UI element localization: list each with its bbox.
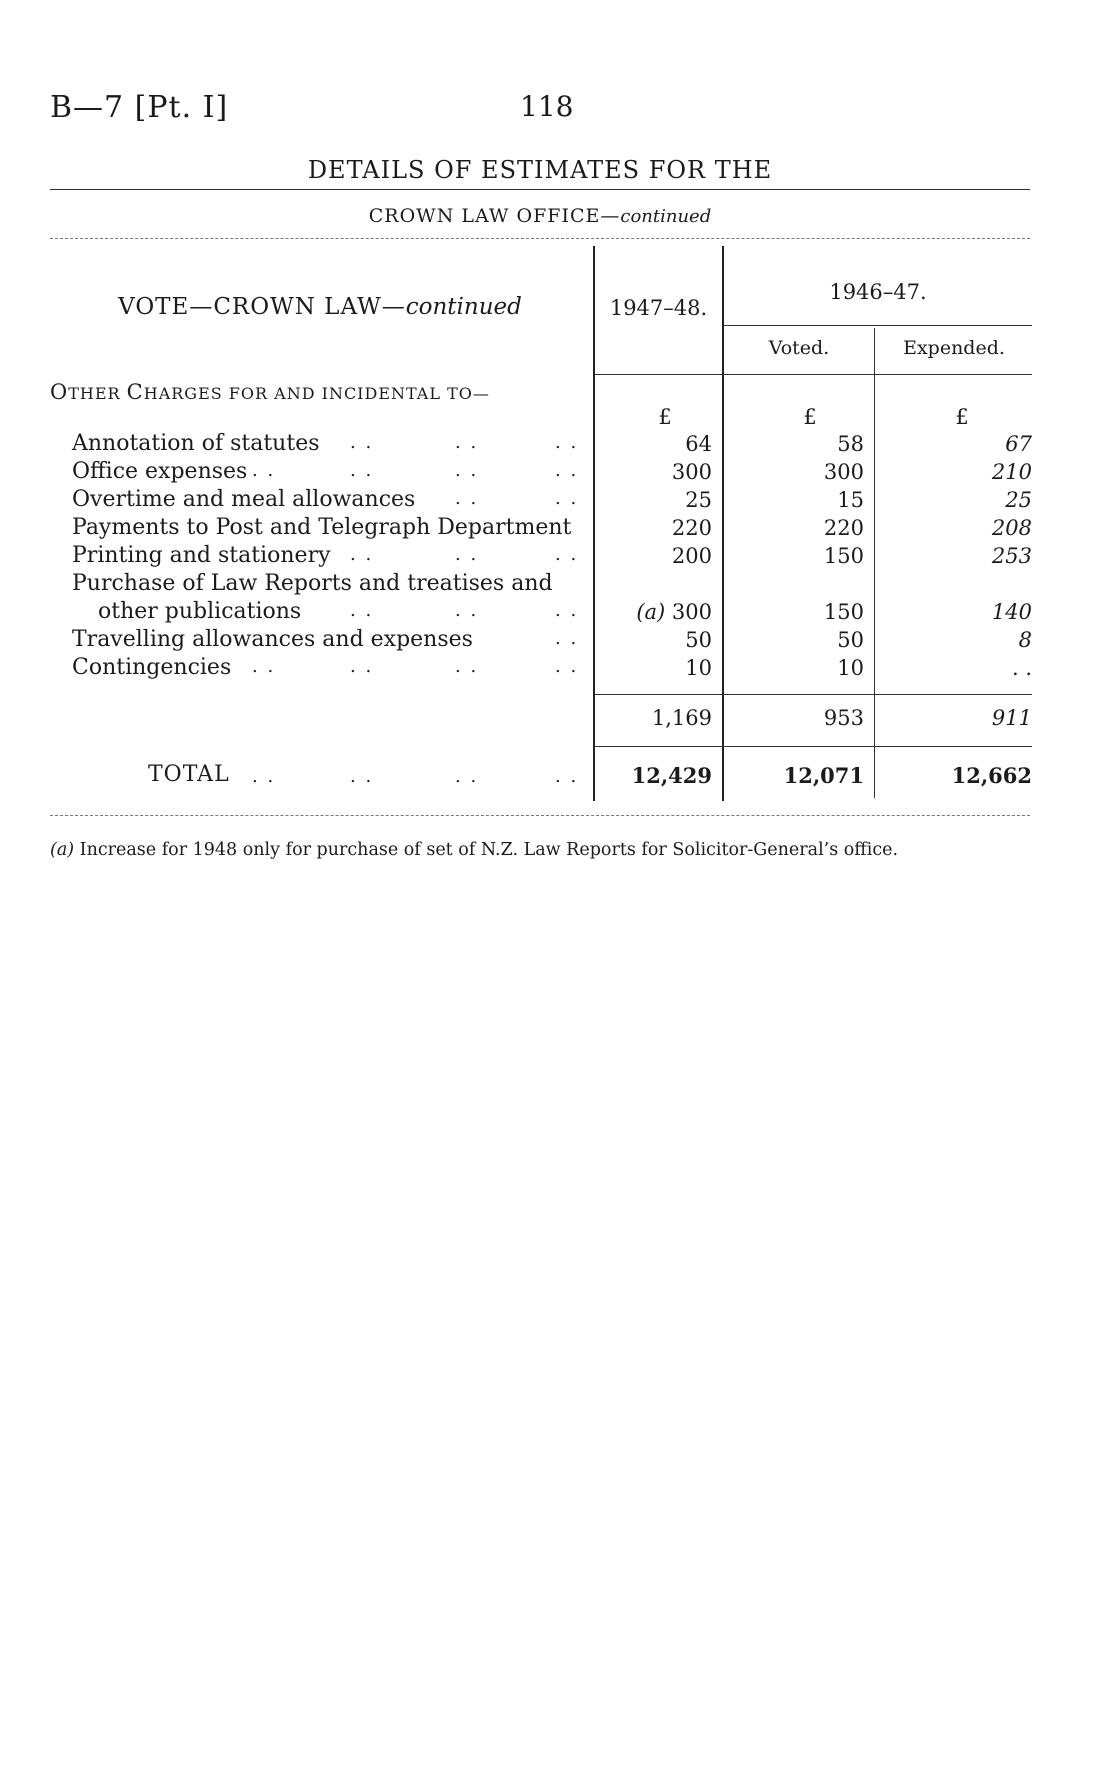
header-bottom-rule: [595, 374, 1032, 375]
dot-leader: . .: [252, 460, 276, 481]
voted-value: 50: [837, 628, 864, 652]
dot-leader: . .: [555, 544, 579, 565]
column-header-1947-48: 1947–48.: [609, 296, 708, 320]
voted-value: 15: [837, 488, 864, 512]
voted-value: 58: [837, 432, 864, 456]
estimate-value: 300: [671, 460, 712, 484]
expended-value: 208: [991, 516, 1032, 540]
total-rule: [595, 746, 1032, 747]
subtotal-estimate: 1,169: [651, 706, 712, 730]
dot-leader: . .: [350, 432, 374, 453]
total-voted: 12,071: [783, 763, 864, 788]
footnote-reference: (a): [636, 600, 666, 624]
dot-leader: . .: [350, 460, 374, 481]
column-header-voted: Voted.: [768, 337, 830, 359]
dot-leader: . .: [455, 488, 479, 509]
voted-value: 220: [823, 516, 864, 540]
expended-value: 140: [991, 600, 1032, 624]
page-number: 118: [520, 90, 574, 123]
dot-leader: . .: [350, 600, 374, 621]
dot-leader: . .: [555, 656, 579, 677]
dot-leader: . .: [252, 766, 276, 787]
currency-symbol: £: [803, 405, 817, 429]
row-label: Annotation of statutes: [72, 431, 320, 456]
expended-value: 253: [991, 544, 1032, 568]
estimate-value: 200: [671, 544, 712, 568]
table-bottom-rule: [50, 815, 1030, 816]
subtotal-voted: 953: [823, 706, 864, 730]
estimate-value: (a) 300: [636, 600, 712, 624]
subtotal-rule: [595, 694, 1032, 695]
year-header-rule: [724, 325, 1032, 326]
row-label: Purchase of Law Reports and treatises and: [72, 571, 553, 596]
dot-leader: . .: [555, 766, 579, 787]
voted-value: 10: [837, 656, 864, 680]
dot-leader: . .: [252, 656, 276, 677]
column-header-expended: Expended.: [903, 337, 1005, 359]
footnote: (a) Increase for 1948 only for purchase of set of N.Z. Law Reports for Solicitor-General’s office.: [50, 840, 899, 860]
dot-leader: . .: [350, 544, 374, 565]
row-label: Travelling allowances and expenses: [72, 627, 473, 652]
title-rule: [50, 189, 1030, 190]
dot-leader: . .: [555, 460, 579, 481]
dot-leader: . .: [455, 460, 479, 481]
voted-value: 300: [823, 460, 864, 484]
estimate-value: 220: [671, 516, 712, 540]
subtitle-rule: [50, 238, 1030, 239]
dot-leader: . .: [455, 432, 479, 453]
column-rule-2: [722, 246, 724, 801]
row-label: Office expenses: [72, 459, 248, 484]
estimate-value: 10: [685, 656, 712, 680]
estimate-value: 25: [685, 488, 712, 512]
page-header: [50, 90, 1030, 130]
page-title: DETAILS OF ESTIMATES FOR THE: [307, 156, 773, 184]
dot-leader: . .: [555, 432, 579, 453]
expended-value: 210: [991, 460, 1032, 484]
total-expended: 12,662: [951, 763, 1032, 788]
total-estimate: 12,429: [631, 763, 712, 788]
expended-value: 67: [1005, 432, 1032, 456]
voted-value: 150: [823, 544, 864, 568]
row-label: Payments to Post and Telegraph Department: [72, 515, 572, 540]
column-rule-3: [874, 328, 875, 798]
dot-leader: . .: [555, 600, 579, 621]
estimate-value: 64: [685, 432, 712, 456]
column-header-1946-47: 1946–47.: [829, 280, 927, 304]
row-label: Contingencies: [72, 655, 232, 680]
expended-value: . .: [1011, 656, 1032, 680]
dot-leader: . .: [555, 628, 579, 649]
currency-symbol: £: [955, 405, 969, 429]
dot-leader: . .: [350, 766, 374, 787]
dot-leader: . .: [455, 600, 479, 621]
dot-leader: . .: [555, 488, 579, 509]
currency-symbol: £: [658, 405, 672, 429]
dot-leader: . .: [455, 544, 479, 565]
dot-leader: . .: [455, 656, 479, 677]
office-subtitle: CROWN LAW OFFICE—continued: [368, 205, 712, 227]
dot-leader: . .: [350, 656, 374, 677]
expended-value: 8: [1018, 628, 1032, 652]
voted-value: 150: [823, 600, 864, 624]
section-heading: OTHER CHARGES FOR AND INCIDENTAL TO—: [50, 380, 490, 404]
column-rule-1: [593, 246, 595, 801]
vote-heading: VOTE—CROWN LAW—continued: [118, 294, 522, 320]
row-label: Overtime and meal allowances: [72, 487, 416, 512]
dot-leader: . .: [455, 766, 479, 787]
subtotal-expended: 911: [991, 706, 1032, 730]
row-label-continuation: other publications: [98, 599, 302, 624]
document-reference: B—7 [Pt. I]: [50, 90, 229, 125]
estimate-value: 50: [685, 628, 712, 652]
total-label: TOTAL: [148, 762, 230, 787]
expended-value: 25: [1005, 488, 1032, 512]
row-label: Printing and stationery: [72, 543, 331, 568]
